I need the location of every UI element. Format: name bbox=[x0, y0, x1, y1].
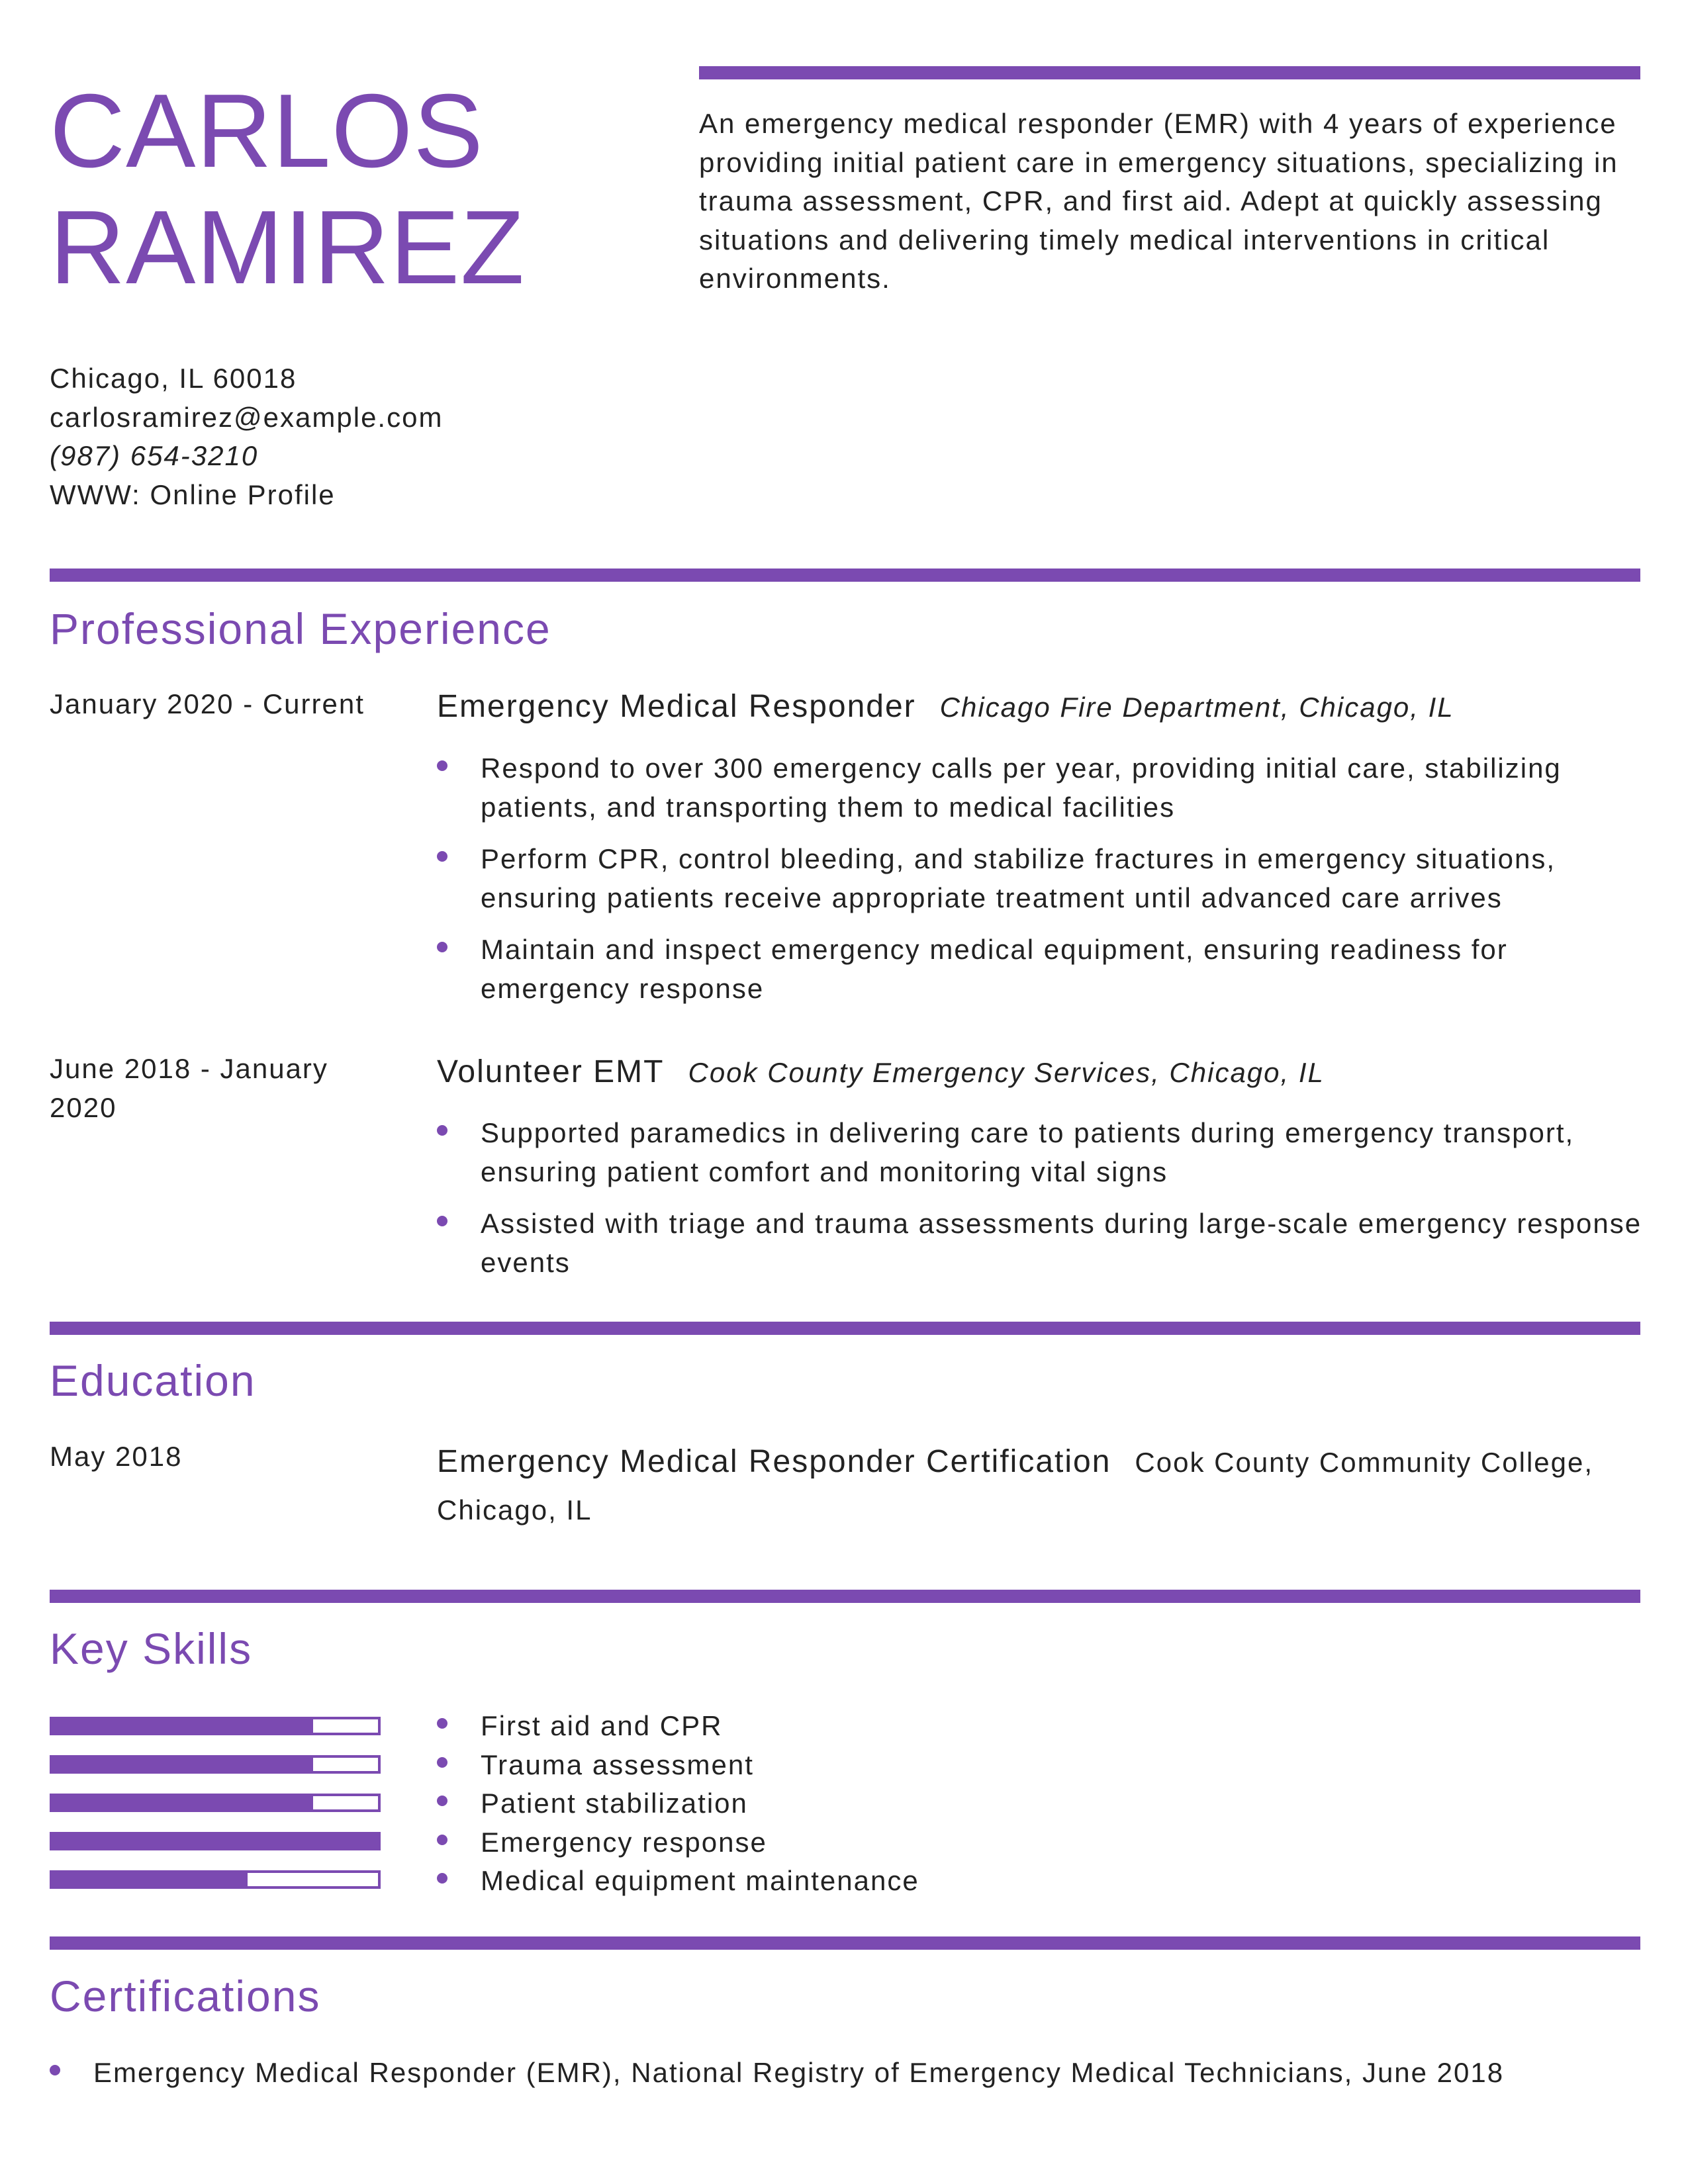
job-heading bbox=[437, 1054, 1648, 1090]
list-item: Respond to over 300 emergency calls per year, providing initial care, stabilizing patients, and transporting them to medical facilities bbox=[437, 749, 1648, 827]
job-organization: Chicago Fire Department, Chicago, IL bbox=[939, 692, 1454, 723]
section-divider bbox=[50, 569, 1640, 582]
education-degree: Emergency Medical Responder Certification bbox=[437, 1444, 1111, 1479]
experience-section-title: Professional Experience bbox=[50, 604, 551, 653]
list-item: Emergency Medical Responder (EMR), National Registry of Emergency Medical Technicians, June 2018 bbox=[50, 2054, 1638, 2093]
contact-info bbox=[50, 359, 443, 514]
professional-summary: An emergency medical responder (EMR) with 4 years of experience providing initial patient care in emergency situations, specializing in trauma assessment, CPR, and first aid. Adept at quickly assessing situations and delivering timely medical interventions in critical environments. bbox=[699, 108, 1618, 294]
education-school: Cook County Community College, Chicago, IL bbox=[437, 1447, 1594, 1525]
contact-website[interactable]: WWW: Online Profile bbox=[50, 478, 336, 510]
section-divider bbox=[50, 1590, 1640, 1603]
skill-level-bar bbox=[50, 1717, 381, 1735]
skill-level-fill bbox=[52, 1719, 313, 1733]
list-item: Medical equipment maintenance bbox=[437, 1862, 919, 1901]
job-role: Emergency Medical Responder bbox=[437, 689, 916, 724]
section-divider bbox=[50, 1936, 1640, 1950]
summary-top-rule bbox=[699, 66, 1640, 79]
skill-level-bar bbox=[50, 1832, 381, 1850]
job-bullets bbox=[437, 749, 1648, 1021]
list-item: Trauma assessment bbox=[437, 1746, 919, 1785]
education-section-title: Education bbox=[50, 1356, 256, 1405]
skill-level-bar bbox=[50, 1870, 381, 1889]
job-dates: June 2018 - January 2020 bbox=[50, 1053, 328, 1123]
candidate-name bbox=[50, 73, 645, 306]
list-item: Emergency response bbox=[437, 1823, 919, 1862]
name-last: RAMIREZ bbox=[50, 189, 525, 306]
certifications-list bbox=[50, 2054, 1638, 2093]
skill-level-fill bbox=[52, 1873, 248, 1886]
skills-section-title: Key Skills bbox=[50, 1624, 253, 1673]
job-organization: Cook County Emergency Services, Chicago, IL bbox=[688, 1057, 1325, 1088]
certifications-section-title: Certifications bbox=[50, 1972, 321, 2021]
skill-level-fill bbox=[52, 1835, 378, 1848]
job-role: Volunteer EMT bbox=[437, 1054, 665, 1089]
contact-phone[interactable]: (987) 654-3210 bbox=[50, 440, 259, 471]
contact-address: Chicago, IL 60018 bbox=[50, 363, 297, 394]
job-heading bbox=[437, 688, 1648, 725]
skill-level-fill bbox=[52, 1796, 313, 1809]
job-bullets bbox=[437, 1114, 1648, 1295]
list-item: Assisted with triage and trauma assessments during large-scale emergency response events bbox=[437, 1205, 1648, 1282]
education-date: May 2018 bbox=[50, 1441, 183, 1472]
skill-level-bar bbox=[50, 1755, 381, 1774]
contact-email[interactable]: carlosramirez@example.com bbox=[50, 401, 444, 433]
list-item: Maintain and inspect emergency medical equipment, ensuring readiness for emergency response bbox=[437, 931, 1648, 1008]
education-entry bbox=[437, 1438, 1648, 1534]
skill-level-bar bbox=[50, 1794, 381, 1812]
skills-list bbox=[437, 1707, 919, 1901]
section-divider bbox=[50, 1322, 1640, 1335]
list-item: Supported paramedics in delivering care to patients during emergency transport, ensuring patient comfort and monitoring vital signs bbox=[437, 1114, 1648, 1191]
name-first: CARLOS bbox=[50, 73, 484, 189]
list-item: Patient stabilization bbox=[437, 1784, 919, 1823]
list-item: First aid and CPR bbox=[437, 1707, 919, 1746]
skill-level-fill bbox=[52, 1758, 313, 1771]
list-item: Perform CPR, control bleeding, and stabilize fractures in emergency situations, ensuring patients receive appropriate treatment until advanced care arrives bbox=[437, 840, 1648, 917]
job-dates: January 2020 - Current bbox=[50, 688, 365, 719]
